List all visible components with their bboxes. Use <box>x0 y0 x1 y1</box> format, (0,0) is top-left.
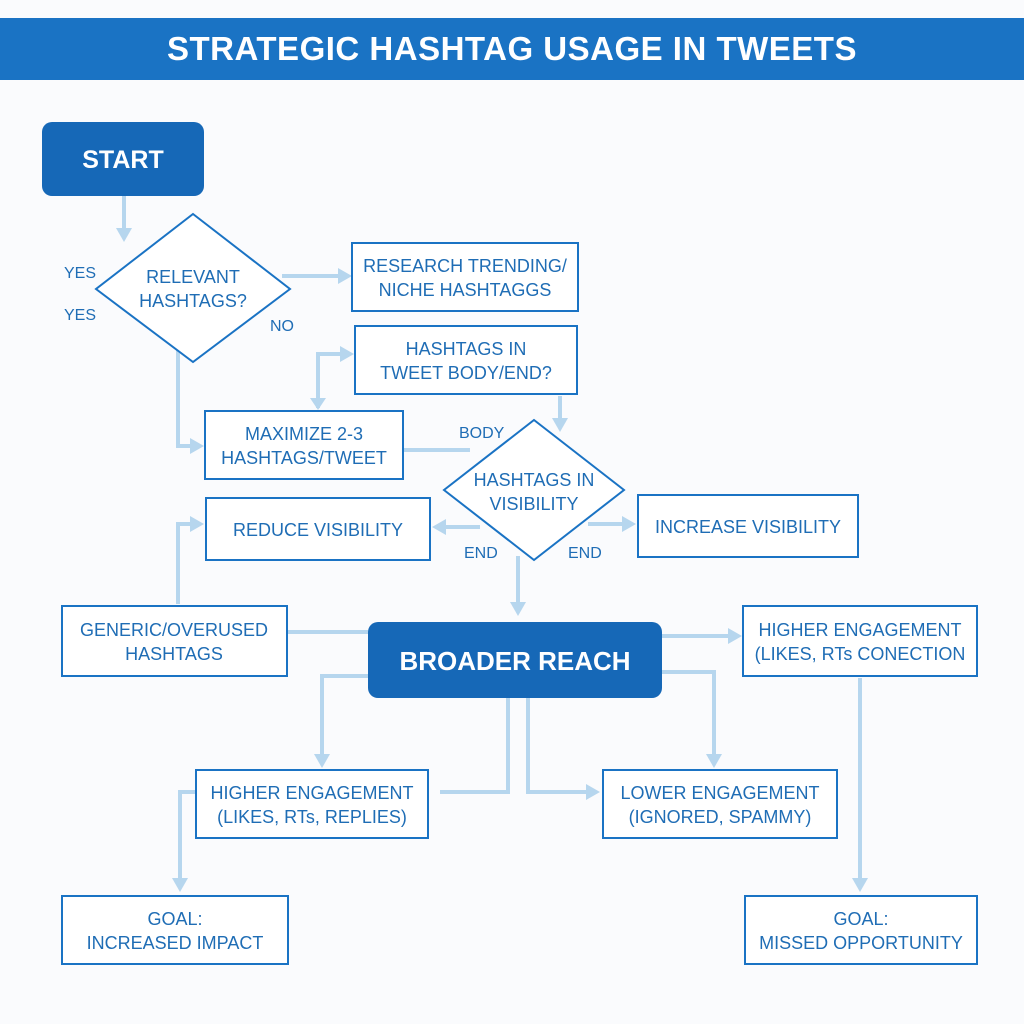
arrowhead <box>706 754 722 768</box>
edge-label-yes-1: YES <box>64 265 97 282</box>
lower-box <box>603 770 837 838</box>
arrowhead <box>338 268 352 284</box>
generic-line-2: HASHTAGS <box>125 644 223 664</box>
arrowhead <box>728 628 742 644</box>
connector-decision-to-maximize <box>178 350 192 446</box>
arrowhead <box>116 228 132 242</box>
goal-missed-line-1: GOAL: <box>833 909 889 929</box>
higher-left-line-2: (LIKES, RTs, REPLIES) <box>217 807 407 827</box>
higher-right-box <box>743 606 977 676</box>
placement-box <box>355 326 577 394</box>
connector-broader-to-lower <box>528 698 588 792</box>
edge-label-no: NO <box>270 318 294 335</box>
higher-right-line-1: HIGHER ENGAGEMENT <box>758 620 962 640</box>
higher-engagement-right-node <box>743 606 977 676</box>
goal-missed-opportunity-node <box>745 896 977 964</box>
arrowhead <box>852 878 868 892</box>
higher-engagement-left-node <box>196 770 428 838</box>
arrowhead <box>432 519 446 535</box>
visibility-line-2: VISIBILITY <box>489 494 579 514</box>
research-node <box>352 243 578 311</box>
reduce-label: REDUCE VISIBILITY <box>232 520 404 540</box>
lower-line-2: (IGNORED, SPAMMY) <box>628 807 812 827</box>
visibility-line-1: HASHTAGS IN <box>473 470 595 490</box>
arrowhead <box>172 878 188 892</box>
goal-increased-impact-node <box>62 896 288 964</box>
goal-missed-line-2: MISSED OPPORTUNITY <box>759 933 963 953</box>
arrowhead <box>622 516 636 532</box>
edge-label-body: BODY <box>459 425 505 442</box>
connector-higher-left-to-goal <box>180 792 196 880</box>
higher-right-line-2: (LIKES, RTs CONECTION <box>754 644 966 664</box>
goal-missed-box <box>745 896 977 964</box>
maximize-line-1: MAXIMIZE 2-3 <box>244 424 364 444</box>
broader-reach-node <box>368 622 662 698</box>
edge-label-yes-2: YES <box>64 307 97 324</box>
arrowhead <box>190 516 204 532</box>
broader-reach-label: BROADER REACH <box>399 646 631 676</box>
arrowhead <box>190 438 204 454</box>
goal-impact-line-1: GOAL: <box>147 909 203 929</box>
connector-broader-to-higher-left-side <box>440 698 508 792</box>
maximize-box <box>205 411 403 479</box>
generic-node <box>62 606 287 676</box>
maximize-node <box>205 411 403 479</box>
arrowhead <box>310 398 326 410</box>
start-label: START <box>82 146 164 174</box>
decision-line-1: RELEVANT <box>146 267 240 287</box>
lower-engagement-node <box>603 770 837 838</box>
maximize-line-2: HASHTAGS/TWEET <box>221 448 387 468</box>
placement-node <box>355 326 577 394</box>
arrowhead <box>510 602 526 616</box>
connector-generic-to-reduce <box>178 524 192 604</box>
edge-label-end-left: END <box>464 545 498 562</box>
lower-line-1: LOWER ENGAGEMENT <box>620 783 820 803</box>
research-line-1: RESEARCH TRENDING/ <box>363 256 567 276</box>
arrowhead <box>552 418 568 432</box>
higher-left-line-1: HIGHER ENGAGEMENT <box>210 783 414 803</box>
research-line-2: NICHE HASHTAGGS <box>378 280 552 300</box>
arrowhead <box>340 346 354 362</box>
arrowhead <box>314 754 330 768</box>
goal-impact-line-2: INCREASED IMPACT <box>86 933 264 953</box>
reduce-node <box>206 498 430 560</box>
goal-impact-box <box>62 896 288 964</box>
increase-label: INCREASE VISIBILITY <box>654 517 842 537</box>
placement-line-1: HASHTAGS IN <box>405 339 527 359</box>
generic-line-1: GENERIC/OVERUSED <box>79 620 269 640</box>
edge-label-end-right: END <box>568 545 602 562</box>
connector-broader-to-lower-top <box>662 672 714 756</box>
research-box <box>352 243 578 311</box>
start-node <box>42 122 204 196</box>
diagram-title: STRATEGIC HASHTAG USAGE IN TWEETS <box>167 30 857 67</box>
connector-broader-to-higher-left <box>322 676 368 756</box>
increase-node <box>638 495 858 557</box>
decision-line-2: HASHTAGS? <box>139 291 247 311</box>
placement-line-2: TWEET BODY/END? <box>380 363 552 383</box>
generic-box <box>62 606 287 676</box>
higher-left-box <box>196 770 428 838</box>
arrowhead <box>586 784 600 800</box>
